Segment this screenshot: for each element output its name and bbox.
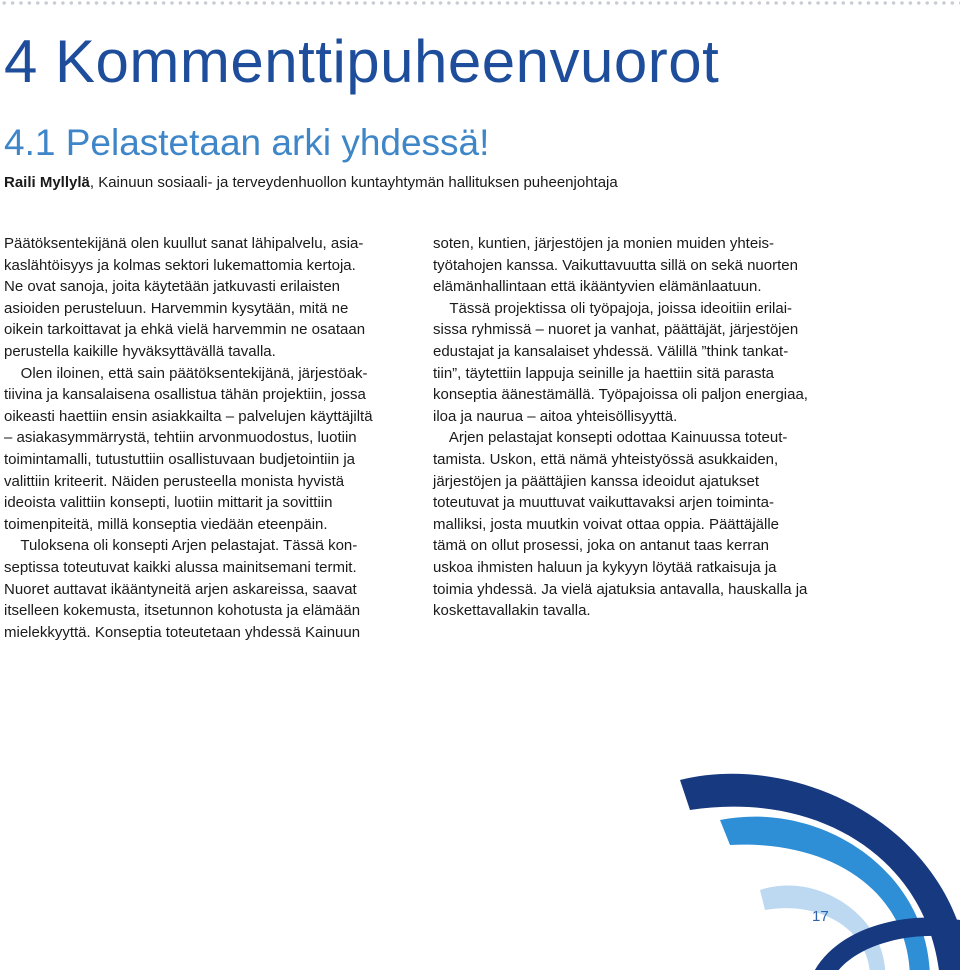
right-column-line: soten, kuntien, järjestöjen ja monien muiden yhteis-: [433, 235, 775, 252]
left-column-line: kaslähtöisyys ja kolmas sektori lukemattomia kertoja.: [4, 256, 356, 274]
author-role: , Kainuun sosiaali- ja terveydenhuollon kuntayhtymän hallituksen puheenjohtaja: [89, 174, 618, 191]
right-column-line: Arjen pelastajat konsepti odottaa Kainuussa toteut-: [433, 429, 788, 447]
left-column-line: asioiden perusteluun. Harvemmin kysytään, mitä ne: [4, 299, 349, 317]
page-number: 17: [812, 908, 829, 925]
left-column-line: mielekkyyttä. Konseptia toteutetaan yhdessä Kainuun: [4, 623, 361, 641]
right-column-line: konseptia äänestämällä. Työpajoissa oli paljon energiaa,: [433, 386, 808, 404]
author-line: [4, 172, 618, 194]
chapter-title: 4 Kommenttipuheenvuorot: [4, 28, 720, 95]
right-column-line: järjestöjen ja päättäjien kanssa ideoidut ajatukset: [433, 472, 760, 490]
left-column-line: Nuoret auttavat ikääntyneitä arjen askareissa, saavat: [4, 580, 357, 598]
left-column-line: Tuloksena oli konsepti Arjen pelastajat. Tässä kon-: [4, 537, 358, 555]
ribbon-pale-curve: [760, 886, 885, 970]
dotted-top-border: [0, 0, 960, 8]
right-column-line: tiin”, täytettiin lappuja seinille ja haettiin sitä parasta: [433, 364, 775, 382]
left-column-line: Ne ovat sanoja, joita käytetään jatkuvasti erilaisten: [4, 278, 341, 296]
right-column-line: koskettavallakin tavalla.: [433, 602, 591, 620]
left-column-line: oikeasti haettiin ensin asiakkailta – palvelujen käyttäjiltä: [4, 407, 373, 425]
left-column-line: toimenpiteitä, millä konseptia viedään eteenpäin.: [4, 515, 328, 533]
right-column-line: tämä on ollut prosessi, joka on antanut taas kerran: [433, 537, 770, 555]
right-column-line: edustajat ja kansalaiset yhdessä. Välillä ”think tankat-: [433, 342, 789, 360]
right-column-line: sissa ryhmissä – nuoret ja vanhat, päättäjät, järjestöjen: [433, 321, 799, 339]
right-text-column: [433, 233, 853, 622]
left-column-line: oikein tarkoittavat ja ehkä vielä harvemmin ne osataan: [4, 321, 366, 339]
left-column-line: Olen iloinen, että sain päätöksentekijänä, järjestöak-: [4, 364, 368, 382]
right-column-line: toimia yhdessä. Ja vielä ajatuksia antavalla, hauskalla ja: [433, 580, 808, 598]
author-name: Raili Myllylä: [4, 174, 90, 191]
right-column-line: iloa ja naurua – aitoa yhteisöllisyyttä.: [433, 407, 678, 425]
left-column-line: – asiakasymmärrystä, tehtiin arvonmuodostus, luotiin: [4, 429, 357, 447]
left-column-line: ideoista valittiin konsepti, luotiin mittarit ja sovittiin: [4, 494, 333, 512]
right-column-line: elämänhallintaan että ikääntyvien elämänlaatuun.: [433, 278, 762, 296]
left-column-line: septissa toteutuvat kaikki alussa mainitsemani termit.: [4, 558, 357, 576]
right-column-line: Tässä projektissa oli työpajoja, joissa ideoitiin erilai-: [433, 299, 793, 317]
left-column-line: valittiin kriteerit. Näiden perusteella monista hyvistä: [4, 472, 345, 490]
right-column-line: malliksi, josta muutkin voivat ottaa oppia. Päättäjälle: [433, 515, 780, 533]
left-column-line: tiivina ja kansalaisena osallistua tähän projektiin, jossa: [4, 386, 366, 404]
decorative-ribbon-graphic: [660, 770, 960, 970]
left-column-line: toimintamalli, tutustuttiin osallistuvaan budjetointiin ja: [4, 450, 356, 468]
left-column-line: itselleen kokemusta, itsetunnon kohotusta ja elämään: [4, 602, 361, 620]
right-column-line: tamista. Uskon, että nämä yhteistyössä asukkaiden,: [433, 450, 779, 468]
right-column-line: toteutuvat ja muuttuvat vaikuttavaksi arjen toiminta-: [433, 494, 775, 512]
right-column-line: työtahojen kanssa. Vaikuttavuutta sillä on sekä nuorten: [433, 256, 798, 274]
right-column-line: uskoa ihmisten haluun ja kykyyn löytää ratkaisuja ja: [433, 558, 777, 576]
left-text-column: [4, 233, 414, 643]
left-column-line: perustella kaikille hyväksyttävällä tavalla.: [4, 342, 276, 360]
left-column-line: Päätöksentekijänä olen kuullut sanat lähipalvelu, asia-: [4, 235, 364, 252]
section-title: 4.1 Pelastetaan arki yhdessä!: [4, 122, 490, 163]
